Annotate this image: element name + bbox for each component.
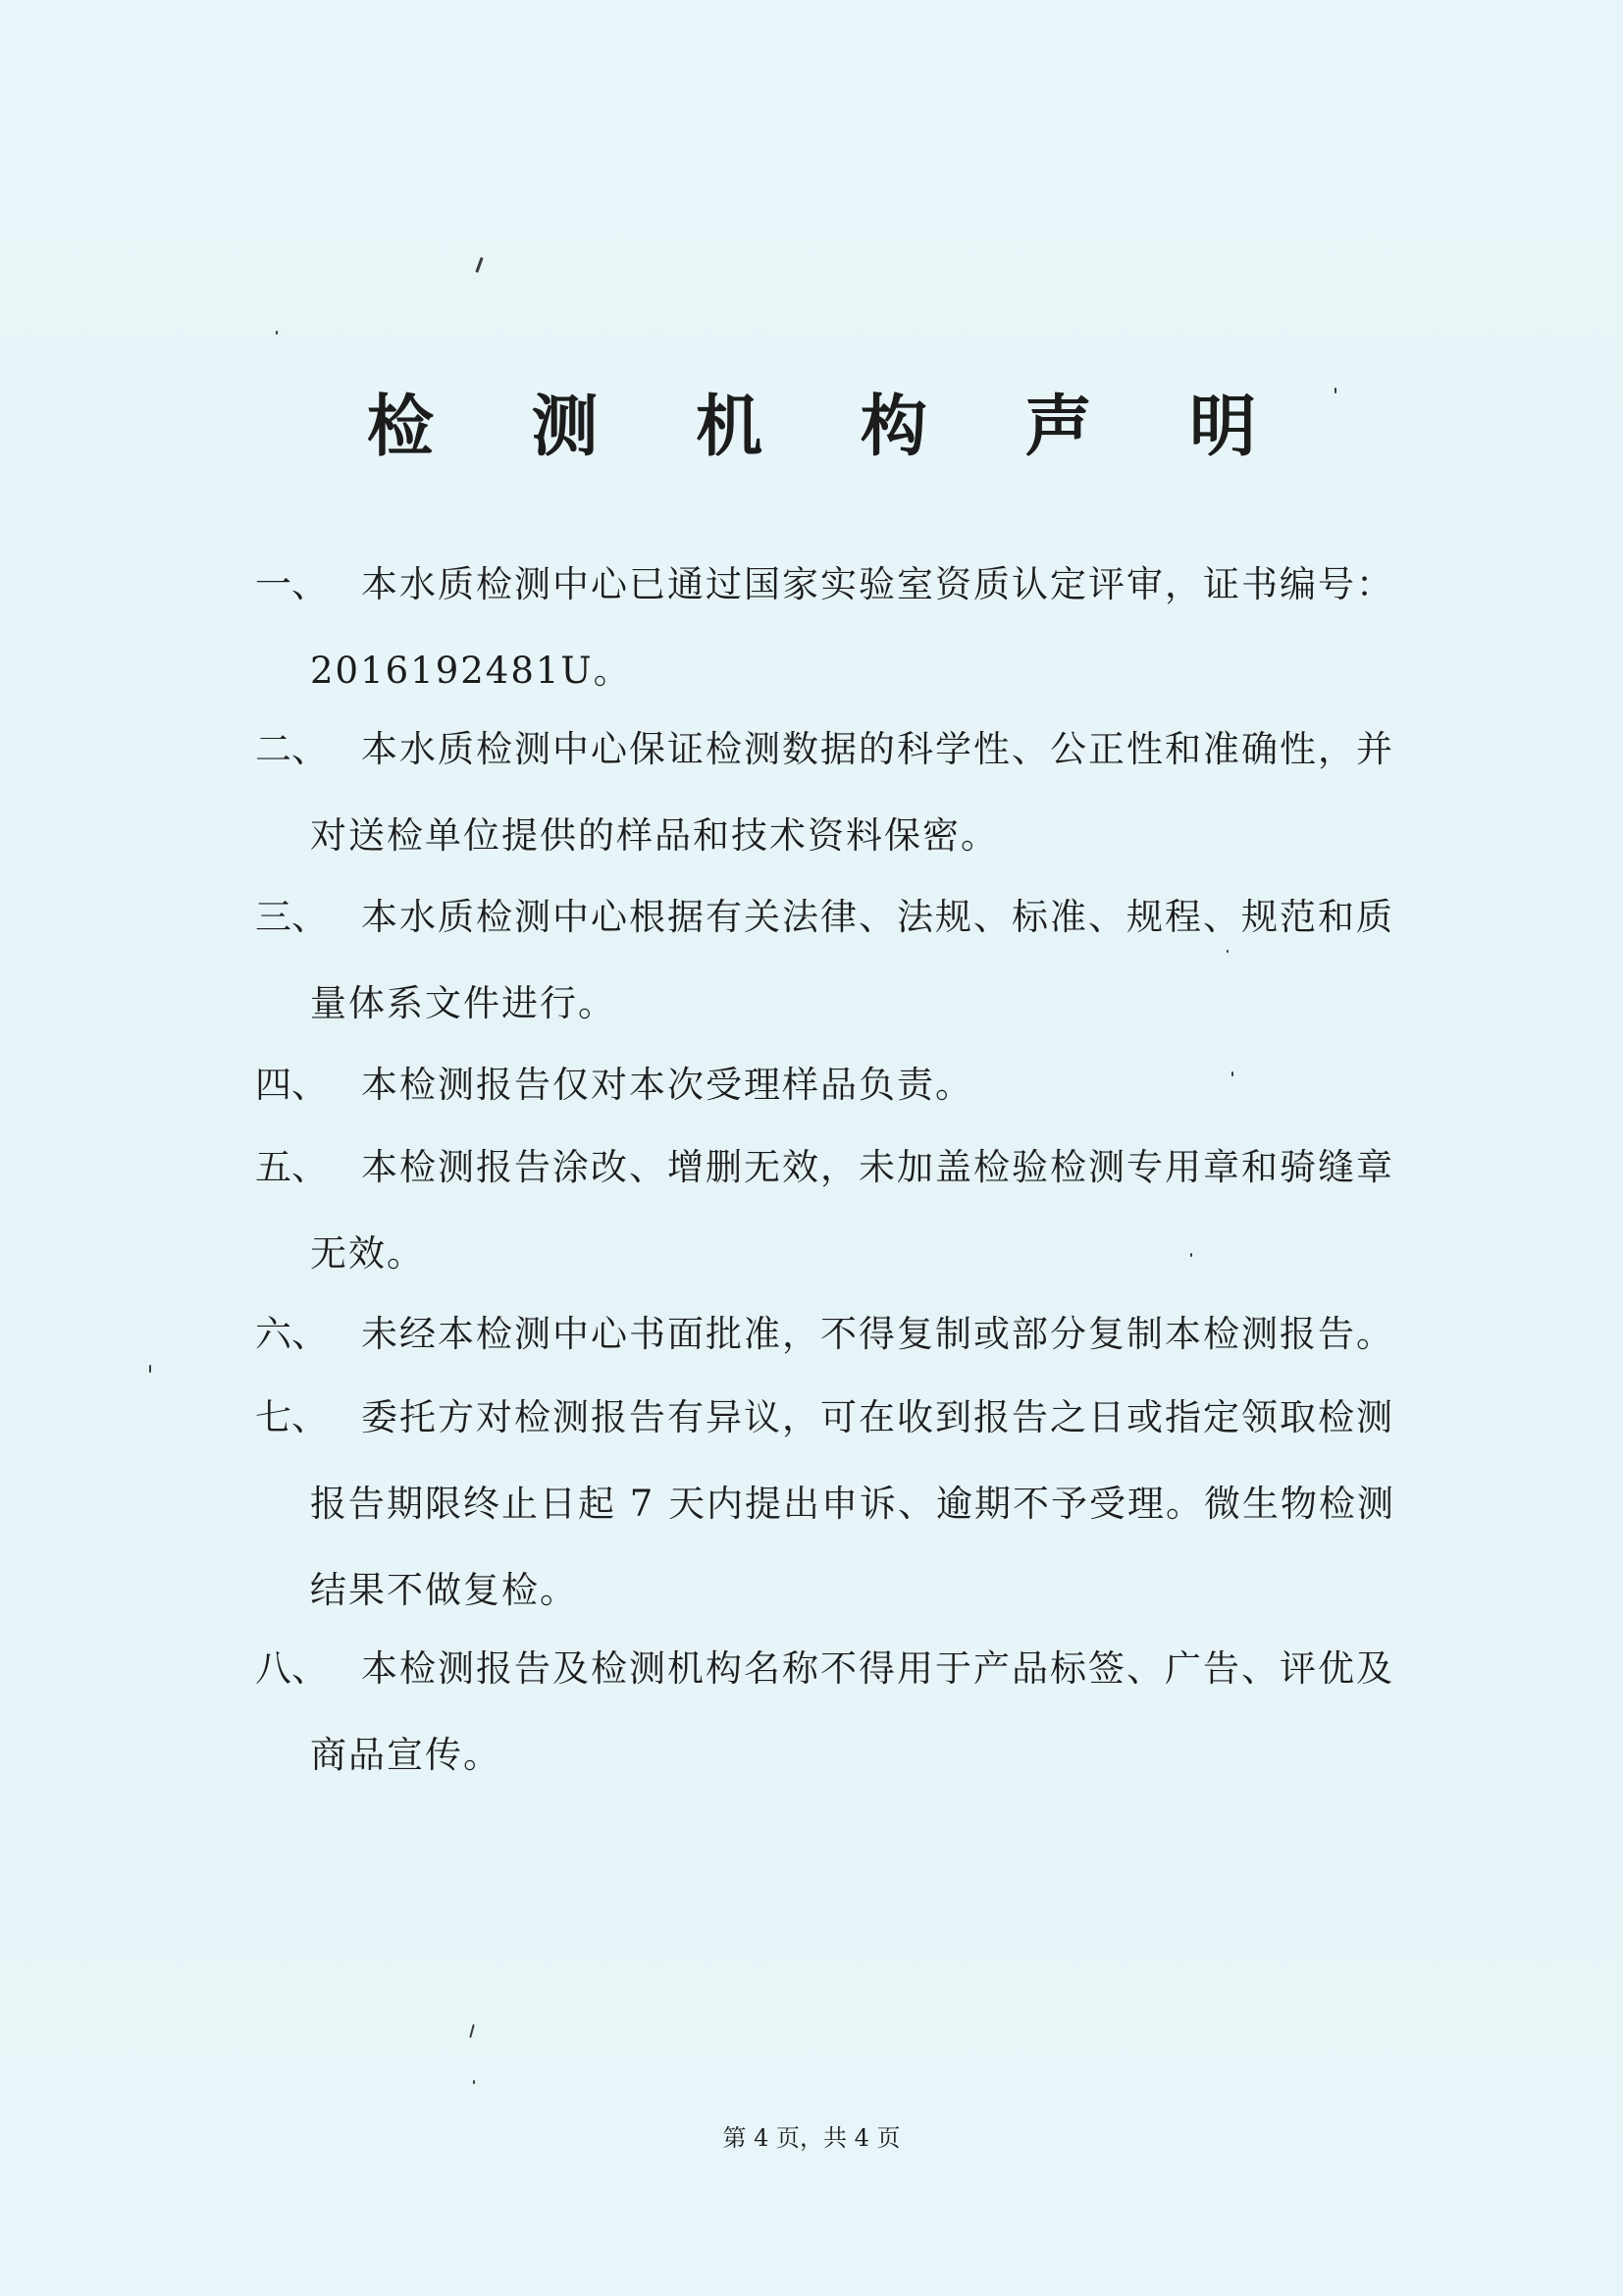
statement-item-5 [255,1143,1394,1316]
statement-item-8 [255,1644,1394,1817]
item-number: 八、 [255,1647,328,1690]
statement-item-6 [255,1310,1394,1396]
item-text: 本检测报告仅对本次受理样品负责。 [361,1064,973,1106]
item-text: 本水质检测中心已通过国家实验室资质认定评审，证书编号： [361,563,1394,605]
statement-item-7 [255,1393,1396,1652]
item-number: 六、 [255,1313,328,1355]
item-text: 委托方对检测报告有异议，可在收到报告之日或指定领取检测 [361,1396,1394,1438]
statement-item-3 [255,893,1394,1066]
statement-item-1 [255,560,1394,733]
item-text-continued: 结果不做复检。 [310,1569,578,1611]
statement-item-2 [255,725,1394,898]
scan-speck [1227,950,1229,953]
item-text-continued: 报告期限终止日起 7 天内提出申诉、逾期不予受理。微生物检测 [310,1483,1396,1525]
scan-speck [1190,1253,1192,1257]
item-number: 五、 [255,1146,328,1188]
item-text: 未经本检测中心书面批准，不得复制或部分复制本检测报告。 [361,1313,1394,1355]
item-text-continued: 对送检单位提供的样品和技术资料保密。 [310,814,999,857]
scan-speck [149,1365,151,1373]
item-text-continued: 2016192481U。 [310,650,632,692]
scan-speck [475,257,483,273]
item-text-continued: 量体系文件进行。 [310,982,616,1024]
item-number: 二、 [255,728,328,770]
page-title: 检 测 机 构 声 明 [366,388,1294,466]
item-text: 本水质检测中心根据有关法律、法规、标准、规程、规范和质 [361,896,1394,938]
scan-speck [1231,1071,1233,1076]
page-footer: 第 4 页，共 4 页 [722,2124,901,2152]
scan-speck [1335,388,1336,393]
scan-speck [473,2080,475,2084]
item-text: 本水质检测中心保证检测数据的科学性、公正性和准确性，并 [361,728,1394,770]
scan-speck [276,331,278,335]
item-text: 本检测报告及检测机构名称不得用于产品标签、广告、评优及 [361,1647,1394,1690]
item-number: 七、 [255,1396,328,1438]
item-number: 四、 [255,1064,328,1106]
item-number: 三、 [255,896,328,938]
item-text-continued: 无效。 [310,1232,425,1275]
item-number: 一、 [255,563,328,605]
item-text: 本检测报告涂改、增删无效，未加盖检验检测专用章和骑缝章 [361,1146,1394,1188]
scan-speck [469,2024,475,2038]
item-text-continued: 商品宣传。 [310,1734,501,1776]
statement-item-4 [255,1061,1374,1147]
